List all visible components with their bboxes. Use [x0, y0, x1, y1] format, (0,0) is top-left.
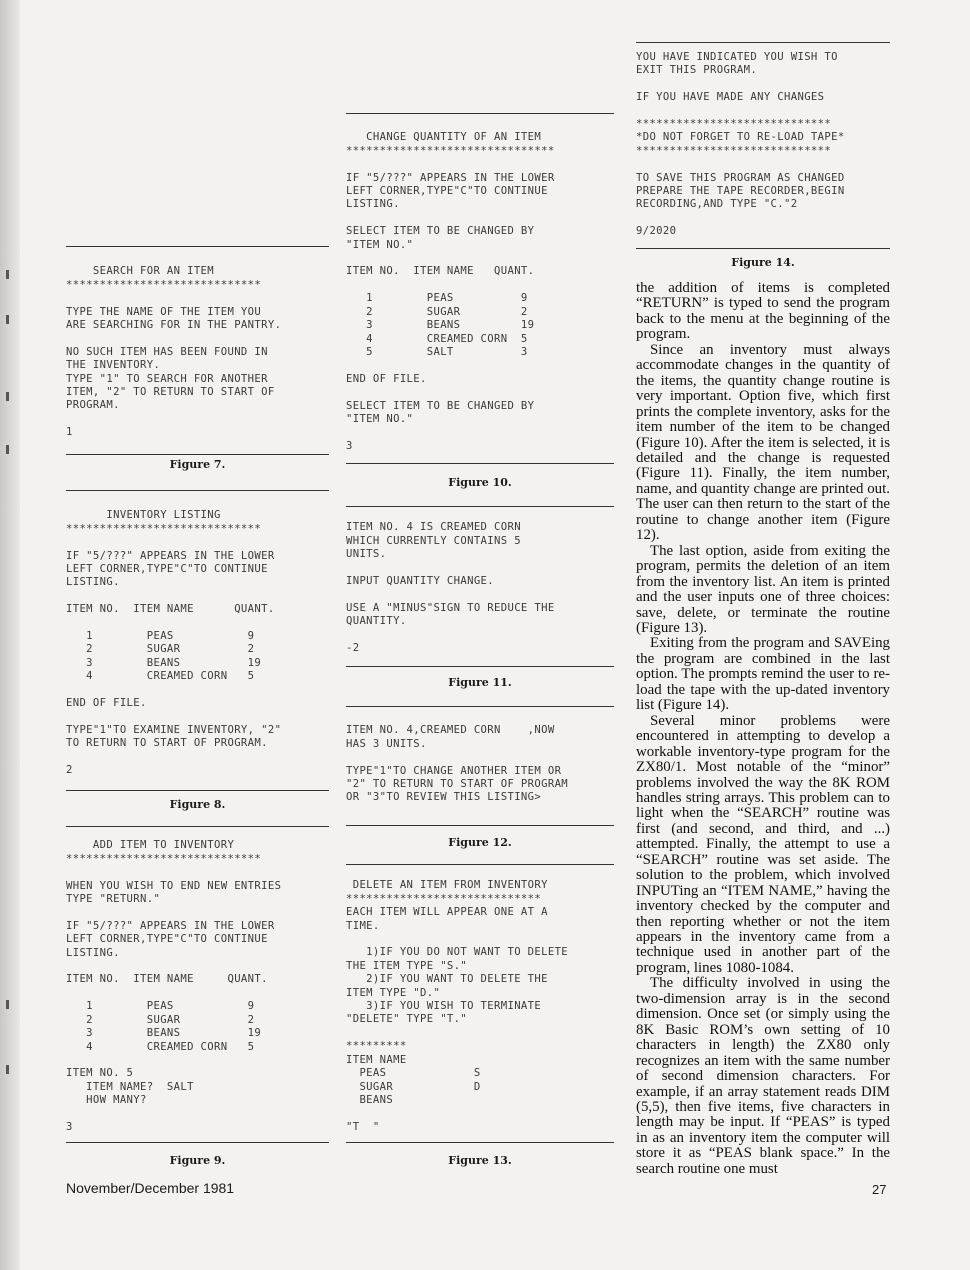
- figure-11-bottom-rule: [346, 666, 614, 667]
- figure-8-caption: Figure 8.: [169, 798, 226, 811]
- paragraph: The difficulty involved in using the two-dimension array is in the second dimension. Once set (or simply using the 8K Basic ROM’s own setting of 10 characters in length) the ZX80 only recognizes an item with the same number of second dimension characters. For example, if an array statement reads DIM (5,5), then five items, five characters in length may be input. If “PEAS” is typed in as an inventory item the computer will store it as “PEAS blank space.” In the search routine one must: [636, 975, 890, 1177]
- figure-13-caption: Figure 13.: [448, 1154, 512, 1167]
- figure-13-top-rule: [346, 864, 614, 865]
- figure-14-bottom-rule: [636, 248, 890, 249]
- figure-13-screen: DELETE AN ITEM FROM INVENTORY ***************************** EACH ITEM WILL APPEAR ONE AT A TIME. 1)IF YOU DO NOT WANT TO DELETE THE ITEM TYPE "S." 2)IF YOU WANT TO DELETE THE ITEM TYPE "D." 3)IF YOU WISH TO TERMINATE "DELETE" TYPE "T." ********* ITEM NAME PEAS S SUGAR D BEANS "T ": [346, 879, 569, 1133]
- figure-12-screen: ITEM NO. 4,CREAMED CORN ,NOW HAS 3 UNITS. TYPE"1"TO CHANGE ANOTHER ITEM OR "2" TO RETURN TO START OF PROGRAM OR "3"TO REVIEW THIS LISTING>: [346, 724, 569, 804]
- figure-11-top-rule: [346, 506, 614, 507]
- figure-10-top-rule: [346, 113, 614, 114]
- margin-tick: [6, 1000, 9, 1009]
- figure-11-caption: Figure 11.: [448, 676, 512, 689]
- issue-date: November/December 1981: [66, 1180, 235, 1196]
- figure-14-screen: YOU HAVE INDICATED YOU WISH TO EXIT THIS PROGRAM. IF YOU HAVE MADE ANY CHANGES ***************************** *DO NOT FORGET TO RE-LOAD TAPE* ***************************** TO SAVE THIS PROGRAM AS CHANGED PREPARE THE TAPE RECORDER,BEGIN RECORDING,AND TYPE "C."2 9/2020: [636, 51, 845, 238]
- figure-9-caption: Figure 9.: [169, 1154, 226, 1167]
- figure-12-caption: Figure 12.: [448, 836, 512, 849]
- figure-14-top-rule: [636, 42, 890, 43]
- paragraph: Several minor problems were encountered in attempting to develop a workable inventory-type program for the ZX80/1. Most notable of the “minor” problems involved the way the 8K ROM handles string arrays. This problem can to light when the “SEARCH” routine was first (and second, and third, and ...) attempted. Finally, the attempt to use a “SEARCH” routine was set aside. The solution to the problem, which involved INPUTing an “ITEM NAME,” having the inventory checked by the computer and then reporting whether or not the item appears in the inventory came from a technique used in another part of the program, lines 1080-1084.: [636, 712, 890, 976]
- margin-tick: [6, 270, 9, 279]
- paragraph: Exiting from the program and SAVEing the program are combined in the last option. The prompts remind the user to re-load the tape with the up-dated inventory list (Figure 14).: [636, 635, 890, 714]
- figure-9-screen: ADD ITEM TO INVENTORY ***************************** WHEN YOU WISH TO END NEW ENTRIES TYPE "RETURN." IF "5/???" APPEARS IN THE LOWER LEFT CORNER,TYPE"C"TO CONTINUE LISTING. ITEM NO. ITEM NAME QUANT. 1 PEAS 9 2 SUGAR 2 3 BEANS 19 4 CREAMED CORN 5 ITEM NO. 5 ITEM NAME? SALT HOW MANY? 3: [66, 839, 282, 1133]
- figure-7-caption: Figure 7.: [169, 458, 226, 471]
- figure-12-top-rule: [346, 706, 614, 707]
- paragraph: the addition of items is completed “RETURN” is typed to send the program back to the menu at the beginning of the program.: [636, 280, 890, 343]
- margin-tick: [6, 315, 9, 324]
- paragraph: The last option, aside from exiting the program, permits the deletion of an item from the inventory list. An item is printed and the user inputs one of three choices: save, delete, or terminate the routine (Figure 13).: [636, 542, 890, 636]
- figure-7-top-rule: [66, 246, 329, 247]
- margin-tick: [6, 445, 9, 454]
- figure-7-screen: SEARCH FOR AN ITEM ***************************** TYPE THE NAME OF THE ITEM YOU ARE SEARCHING FOR IN THE PANTRY. NO SUCH ITEM HAS BEEN FOUND IN THE INVENTORY. TYPE "1" TO SEARCH FOR ANOTHER ITEM, "2" TO RETURN TO START OF PROGRAM. 1: [66, 265, 282, 439]
- figure-10-bottom-rule: [346, 463, 614, 464]
- figure-9-bottom-rule: [66, 1142, 329, 1143]
- page-number: 27: [872, 1182, 887, 1197]
- figure-7-bottom-rule: [66, 454, 329, 455]
- figure-8-bottom-rule: [66, 790, 329, 791]
- page-binding-edge: [0, 0, 20, 1270]
- figure-8-top-rule: [66, 490, 329, 491]
- article-body: [636, 281, 890, 1177]
- paragraph: Since an inventory must always accommodate changes in the quantity of the items, the quantity change routine is very important. Option five, which first prints the complete inventory, asks for the item number of the item to be changed (Figure 10). After the item is selected, it is detailed and the change is requested (Figure 11). Finally, the item number, name, and quantity change are printed out. The user can then return to the start of the routine to change another item (Figure 12).: [636, 341, 890, 544]
- figure-11-screen: ITEM NO. 4 IS CREAMED CORN WHICH CURRENTLY CONTAINS 5 UNITS. INPUT QUANTITY CHANGE. USE A "MINUS"SIGN TO REDUCE THE QUANTITY. -2: [346, 521, 555, 655]
- margin-tick: [6, 1065, 9, 1074]
- figure-8-screen: INVENTORY LISTING ***************************** IF "5/???" APPEARS IN THE LOWER LEFT CORNER,TYPE"C"TO CONTINUE LISTING. ITEM NO. ITEM NAME QUANT. 1 PEAS 9 2 SUGAR 2 3 BEANS 19 4 CREAMED CORN 5 END OF FILE. TYPE"1"TO EXAMINE INVENTORY, "2" TO RETURN TO START OF PROGRAM. 2: [66, 509, 282, 777]
- figure-12-bottom-rule: [346, 825, 614, 826]
- figure-13-bottom-rule: [346, 1142, 614, 1143]
- figure-10-screen: CHANGE QUANTITY OF AN ITEM ******************************* IF "5/???" APPEARS IN THE LOWER LEFT CORNER,TYPE"C"TO CONTINUE LISTING. SELECT ITEM TO BE CHANGED BY "ITEM NO." ITEM NO. ITEM NAME QUANT. 1 PEAS 9 2 SUGAR 2 3 BEANS 19 4 CREAMED CORN 5 5 SALT 3 END OF FILE. SELECT ITEM TO BE CHANGED BY "ITEM NO." 3: [346, 131, 555, 452]
- margin-tick: [6, 392, 9, 401]
- figure-14-caption: Figure 14.: [731, 256, 795, 269]
- figure-10-caption: Figure 10.: [448, 476, 512, 489]
